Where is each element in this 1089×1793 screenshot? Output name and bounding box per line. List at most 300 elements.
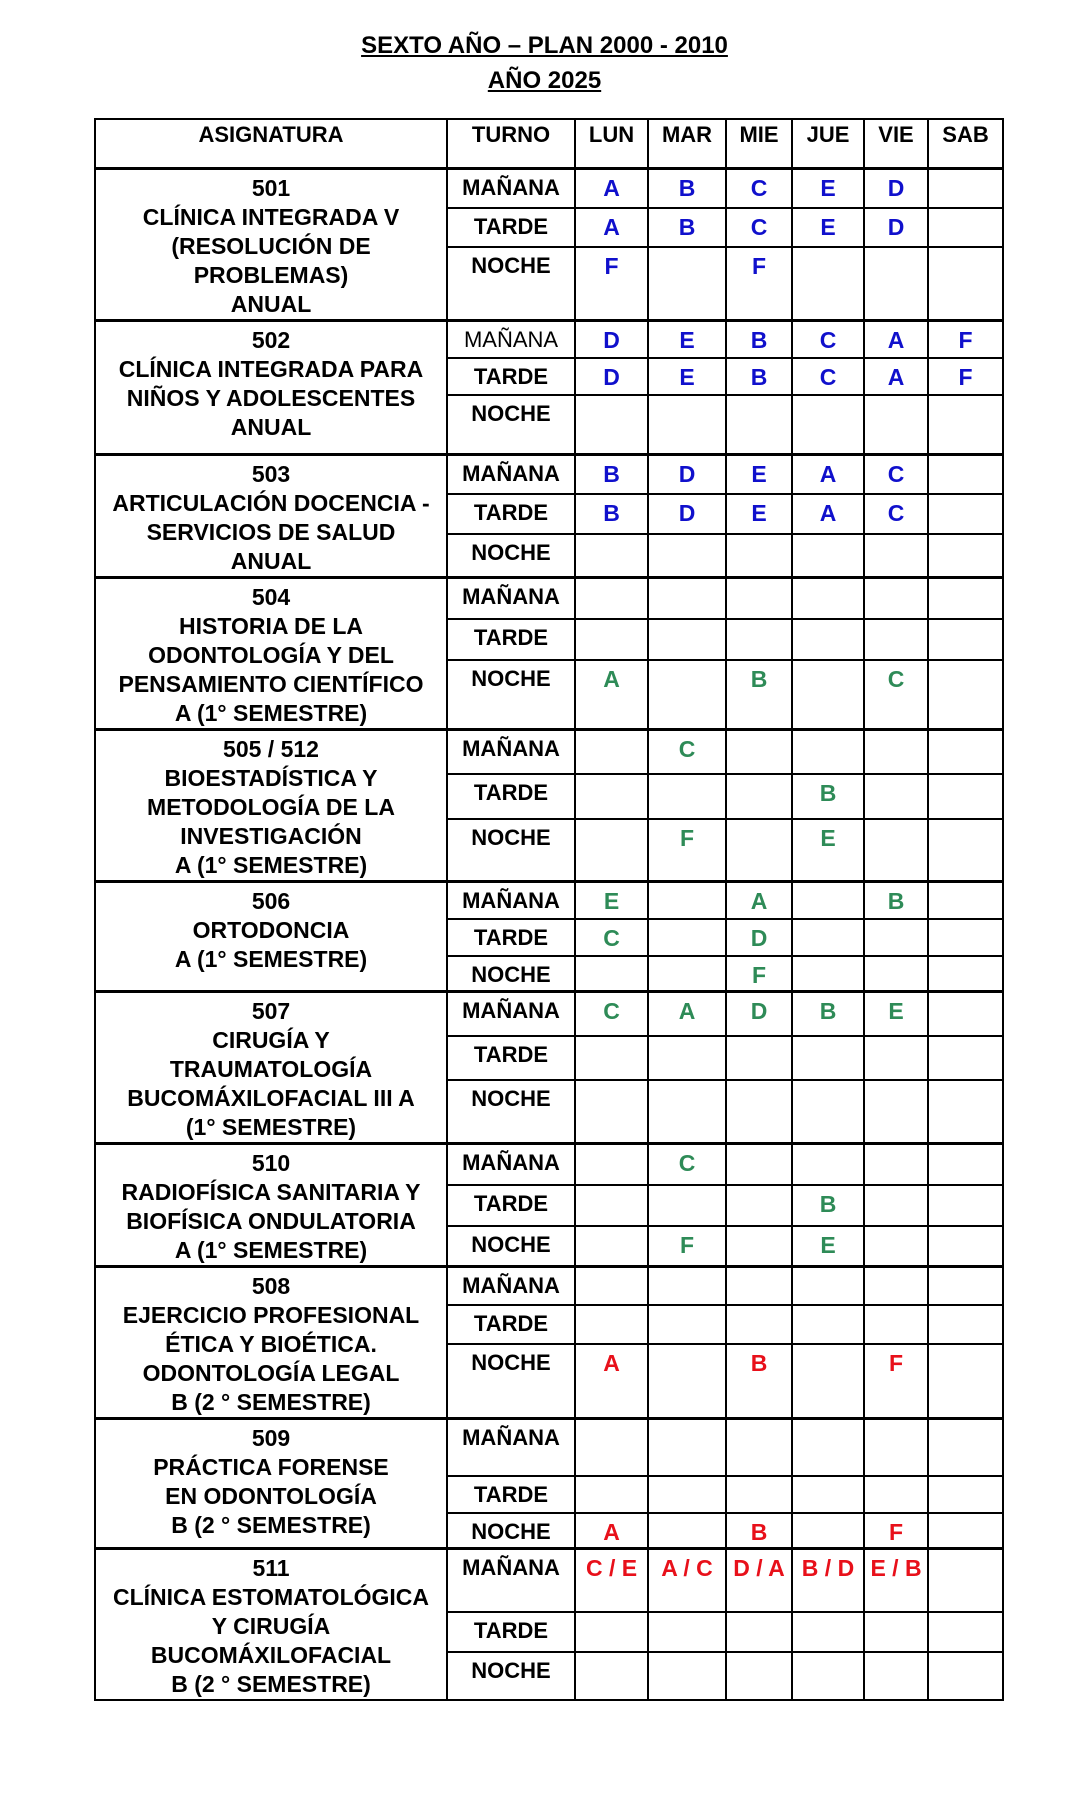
group-cell-lun xyxy=(575,1418,648,1476)
subject-name-line: NIÑOS Y ADOLESCENTES xyxy=(126,385,416,411)
subject-code: 503 xyxy=(251,461,291,487)
turno-label: MAÑANA xyxy=(447,882,575,919)
subject-name-line: B (2 ° SEMESTRE) xyxy=(171,1388,371,1415)
subject-name-line: A (1° SEMESTRE) xyxy=(174,852,368,878)
group-cell-mie: D / A xyxy=(726,1549,792,1612)
subject-name-line: B (2 ° SEMESTRE) xyxy=(171,1671,371,1697)
group-cell-mar xyxy=(648,1185,726,1227)
group-cell-lun: C xyxy=(575,919,648,956)
turno-label: TARDE xyxy=(447,1476,575,1513)
header-mie: MIE xyxy=(726,119,792,169)
group-cell-mar xyxy=(648,919,726,956)
group-cell-mie xyxy=(726,534,792,577)
turno-label: NOCHE xyxy=(447,660,575,729)
title-line-2: AÑO 2025 xyxy=(487,67,602,94)
group-cell-lun xyxy=(575,819,648,882)
group-cell-jue xyxy=(792,1476,864,1513)
group-cell-sab xyxy=(928,956,1003,992)
subject-code: 509 xyxy=(251,1424,291,1451)
subject-name-line: BUCOMÁXILOFACIAL III A xyxy=(127,1084,415,1111)
subject-name-line: ÉTICA Y BIOÉTICA. xyxy=(165,1330,377,1357)
group-cell-sab xyxy=(928,578,1003,619)
subject-code: 505 / 512 xyxy=(223,736,319,762)
group-cell-jue: B xyxy=(792,991,864,1036)
group-cell-jue xyxy=(792,882,864,919)
group-cell-mie xyxy=(726,819,792,882)
group-cell-mar xyxy=(648,1612,726,1652)
group-cell-sab xyxy=(928,1612,1003,1652)
group-cell-vie: E / B xyxy=(864,1549,928,1612)
group-cell-sab xyxy=(928,1036,1003,1081)
turno-label: NOCHE xyxy=(447,1513,575,1549)
group-cell-lun: E xyxy=(575,882,648,919)
subject-code: 504 xyxy=(251,584,291,610)
group-cell-jue xyxy=(792,1143,864,1185)
group-cell-jue xyxy=(792,1266,864,1305)
group-cell-mar xyxy=(648,1305,726,1344)
header-row xyxy=(95,119,1003,169)
group-cell-vie xyxy=(864,534,928,577)
group-cell-mie xyxy=(726,1185,792,1227)
group-cell-jue xyxy=(792,1612,864,1652)
group-cell-mie xyxy=(726,1036,792,1081)
turno-label: NOCHE xyxy=(447,819,575,882)
subject-name-line: CLÍNICA INTEGRADA PARA xyxy=(118,356,424,382)
group-cell-jue xyxy=(792,919,864,956)
group-cell-mar: C xyxy=(648,1143,726,1185)
subject-name-line: BUCOMÁXILOFACIAL xyxy=(150,1642,392,1668)
group-cell-vie xyxy=(864,956,928,992)
group-cell-vie xyxy=(864,1612,928,1652)
group-cell-jue xyxy=(792,1344,864,1418)
turno-label: TARDE xyxy=(447,1036,575,1081)
table-row xyxy=(95,321,1003,358)
group-cell-lun xyxy=(575,1185,648,1227)
group-cell-lun xyxy=(575,1036,648,1081)
group-cell-mie xyxy=(726,1226,792,1266)
group-cell-mie xyxy=(726,1143,792,1185)
table-row xyxy=(95,1143,1003,1185)
header-lun: LUN xyxy=(575,119,648,169)
table-row xyxy=(95,169,1003,208)
group-cell-jue: B xyxy=(792,1185,864,1227)
group-cell-vie xyxy=(864,730,928,775)
group-cell-lun xyxy=(575,1652,648,1700)
group-cell-vie xyxy=(864,1036,928,1081)
group-cell-sab xyxy=(928,494,1003,534)
group-cell-lun xyxy=(575,534,648,577)
group-cell-jue: C xyxy=(792,358,864,395)
group-cell-mie xyxy=(726,395,792,455)
group-cell-lun: B xyxy=(575,494,648,534)
group-cell-sab: F xyxy=(928,358,1003,395)
group-cell-jue xyxy=(792,1652,864,1700)
turno-label: TARDE xyxy=(447,1185,575,1227)
group-cell-vie: F xyxy=(864,1513,928,1549)
group-cell-mar: E xyxy=(648,321,726,358)
subject-name-line: HISTORIA DE LA xyxy=(178,613,363,639)
group-cell-jue xyxy=(792,1305,864,1344)
group-cell-sab xyxy=(928,1226,1003,1266)
subject-name-line: TRAUMATOLOGÍA xyxy=(169,1055,373,1082)
turno-label: NOCHE xyxy=(447,1652,575,1700)
group-cell-vie xyxy=(864,1652,928,1700)
group-cell-sab xyxy=(928,455,1003,495)
group-cell-lun xyxy=(575,730,648,775)
group-cell-mie: E xyxy=(726,494,792,534)
turno-label: MAÑANA xyxy=(447,991,575,1036)
turno-label: MAÑANA xyxy=(447,730,575,775)
subject-name-line: ODONTOLOGÍA Y DEL xyxy=(148,642,394,668)
group-cell-vie xyxy=(864,1080,928,1143)
turno-label: TARDE xyxy=(447,1612,575,1652)
turno-label: TARDE xyxy=(447,358,575,395)
subject-name-line: PRÁCTICA FORENSE xyxy=(153,1453,389,1480)
group-cell-lun: D xyxy=(575,358,648,395)
group-cell-vie xyxy=(864,1226,928,1266)
group-cell-sab xyxy=(928,1652,1003,1700)
group-cell-mar xyxy=(648,882,726,919)
group-cell-vie: D xyxy=(864,208,928,247)
subject-code: 506 xyxy=(251,888,291,914)
group-cell-lun: D xyxy=(575,321,648,358)
group-cell-mar: D xyxy=(648,494,726,534)
group-cell-vie xyxy=(864,1266,928,1305)
table-row xyxy=(95,1266,1003,1305)
header-turno: TURNO xyxy=(447,119,575,169)
group-cell-mie xyxy=(726,619,792,660)
header-mar: MAR xyxy=(648,119,726,169)
group-cell-jue xyxy=(792,247,864,321)
table-row xyxy=(95,882,1003,919)
subject-cell xyxy=(95,169,447,321)
subject-name-line: ORTODONCIA xyxy=(192,917,350,943)
subject-name-line: ANUAL xyxy=(230,414,312,440)
group-cell-jue: E xyxy=(792,1226,864,1266)
header-jue: JUE xyxy=(792,119,864,169)
group-cell-mie: E xyxy=(726,455,792,495)
group-cell-mie xyxy=(726,730,792,775)
group-cell-mie: B xyxy=(726,321,792,358)
group-cell-sab xyxy=(928,534,1003,577)
group-cell-mie: B xyxy=(726,358,792,395)
table-row xyxy=(95,730,1003,775)
group-cell-jue: B xyxy=(792,774,864,819)
group-cell-mar: C xyxy=(648,730,726,775)
subject-name-line: CLÍNICA INTEGRADA V xyxy=(142,204,400,230)
group-cell-vie xyxy=(864,1185,928,1227)
subject-name-line: CIRUGÍA Y xyxy=(212,1026,330,1053)
group-cell-jue xyxy=(792,395,864,455)
group-cell-mie xyxy=(726,1612,792,1652)
group-cell-jue xyxy=(792,1418,864,1476)
subject-name-line: Y CIRUGÍA xyxy=(211,1613,331,1639)
group-cell-mie: A xyxy=(726,882,792,919)
group-cell-sab xyxy=(928,247,1003,321)
turno-label: MAÑANA xyxy=(447,1549,575,1612)
group-cell-mar xyxy=(648,1418,726,1476)
group-cell-sab xyxy=(928,395,1003,455)
turno-label: TARDE xyxy=(447,619,575,660)
subject-name-line: BIOESTADÍSTICA Y xyxy=(164,765,378,791)
title-line-1: SEXTO AÑO – PLAN 2000 - 2010 xyxy=(361,32,728,59)
turno-label: TARDE xyxy=(447,1305,575,1344)
group-cell-jue xyxy=(792,730,864,775)
group-cell-mar xyxy=(648,660,726,729)
turno-label: TARDE xyxy=(447,208,575,247)
subject-code: 507 xyxy=(251,997,291,1024)
subject-name-line: CLÍNICA ESTOMATOLÓGICA xyxy=(112,1584,430,1610)
group-cell-jue xyxy=(792,534,864,577)
group-cell-mie: F xyxy=(726,956,792,992)
subject-cell xyxy=(95,321,447,455)
group-cell-lun: A xyxy=(575,208,648,247)
group-cell-sab xyxy=(928,169,1003,208)
group-cell-vie xyxy=(864,619,928,660)
subject-name-line: ANUAL xyxy=(230,291,312,317)
group-cell-mie: B xyxy=(726,1344,792,1418)
group-cell-lun xyxy=(575,774,648,819)
group-cell-mie: B xyxy=(726,660,792,729)
group-cell-mie xyxy=(726,1080,792,1143)
subject-name-line: A (1° SEMESTRE) xyxy=(174,1236,368,1263)
subject-cell xyxy=(95,882,447,992)
group-cell-lun xyxy=(575,1266,648,1305)
schedule-body xyxy=(95,169,1003,1701)
turno-label: NOCHE xyxy=(447,247,575,321)
group-cell-vie xyxy=(864,578,928,619)
schedule-table xyxy=(94,118,1004,1701)
group-cell-sab xyxy=(928,819,1003,882)
group-cell-sab: F xyxy=(928,321,1003,358)
group-cell-mar xyxy=(648,247,726,321)
subject-name-line: PROBLEMAS) xyxy=(193,262,349,288)
subject-name-line: ARTICULACIÓN DOCENCIA - xyxy=(112,490,430,516)
group-cell-mar xyxy=(648,395,726,455)
subject-cell xyxy=(95,1549,447,1701)
turno-label: MAÑANA xyxy=(447,578,575,619)
group-cell-mar: E xyxy=(648,358,726,395)
group-cell-mar xyxy=(648,1476,726,1513)
group-cell-vie xyxy=(864,247,928,321)
group-cell-mie xyxy=(726,1418,792,1476)
group-cell-lun: B xyxy=(575,455,648,495)
group-cell-sab xyxy=(928,919,1003,956)
subject-name-line: (1° SEMESTRE) xyxy=(185,1113,357,1140)
group-cell-jue xyxy=(792,619,864,660)
turno-label: NOCHE xyxy=(447,956,575,992)
group-cell-mar: D xyxy=(648,455,726,495)
subject-code: 508 xyxy=(251,1272,291,1299)
group-cell-mar xyxy=(648,534,726,577)
turno-label: NOCHE xyxy=(447,534,575,577)
header-vie: VIE xyxy=(864,119,928,169)
subject-code: 511 xyxy=(252,1555,290,1581)
group-cell-jue xyxy=(792,578,864,619)
group-cell-sab xyxy=(928,1305,1003,1344)
group-cell-mar: F xyxy=(648,1226,726,1266)
group-cell-lun xyxy=(575,578,648,619)
group-cell-vie xyxy=(864,1476,928,1513)
group-cell-sab xyxy=(928,730,1003,775)
subject-cell xyxy=(95,455,447,578)
group-cell-mie: F xyxy=(726,247,792,321)
group-cell-mar: A xyxy=(648,991,726,1036)
group-cell-vie xyxy=(864,1305,928,1344)
subject-name-line: (RESOLUCIÓN DE xyxy=(171,233,371,259)
group-cell-mar: F xyxy=(648,819,726,882)
group-cell-lun: A xyxy=(575,169,648,208)
header-sab: SAB xyxy=(928,119,1003,169)
subject-name-line: A (1° SEMESTRE) xyxy=(174,946,368,972)
group-cell-vie xyxy=(864,774,928,819)
subject-cell xyxy=(95,730,447,882)
group-cell-lun: C xyxy=(575,991,648,1036)
group-cell-sab xyxy=(928,1476,1003,1513)
subject-name-line: A (1° SEMESTRE) xyxy=(174,700,368,726)
group-cell-vie: C xyxy=(864,494,928,534)
group-cell-mar xyxy=(648,578,726,619)
subject-cell xyxy=(95,991,447,1143)
group-cell-mar xyxy=(648,1080,726,1143)
group-cell-vie: B xyxy=(864,882,928,919)
group-cell-mie xyxy=(726,1266,792,1305)
group-cell-sab xyxy=(928,1549,1003,1612)
subject-name-line: INVESTIGACIÓN xyxy=(180,823,362,849)
turno-label: MAÑANA xyxy=(447,321,575,358)
group-cell-mie: D xyxy=(726,991,792,1036)
group-cell-jue: E xyxy=(792,208,864,247)
group-cell-jue: E xyxy=(792,169,864,208)
group-cell-jue xyxy=(792,1513,864,1549)
group-cell-jue xyxy=(792,1036,864,1081)
group-cell-vie: C xyxy=(864,455,928,495)
group-cell-lun xyxy=(575,619,648,660)
group-cell-jue xyxy=(792,956,864,992)
group-cell-mar: B xyxy=(648,208,726,247)
group-cell-lun xyxy=(575,1305,648,1344)
group-cell-mie xyxy=(726,1652,792,1700)
subject-cell xyxy=(95,1143,447,1266)
group-cell-lun xyxy=(575,1080,648,1143)
group-cell-sab xyxy=(928,619,1003,660)
turno-label: NOCHE xyxy=(447,1344,575,1418)
subject-name-line: METODOLOGÍA DE LA xyxy=(147,794,395,820)
turno-label: TARDE xyxy=(447,494,575,534)
turno-label: TARDE xyxy=(447,919,575,956)
group-cell-sab xyxy=(928,991,1003,1036)
group-cell-mar: A / C xyxy=(648,1549,726,1612)
group-cell-lun: F xyxy=(575,247,648,321)
group-cell-vie: A xyxy=(864,358,928,395)
group-cell-vie xyxy=(864,1418,928,1476)
turno-label: MAÑANA xyxy=(447,169,575,208)
group-cell-sab xyxy=(928,774,1003,819)
group-cell-sab xyxy=(928,208,1003,247)
table-row xyxy=(95,455,1003,495)
subject-name-line: ANUAL xyxy=(230,548,312,574)
table-row xyxy=(95,578,1003,619)
group-cell-mar: B xyxy=(648,169,726,208)
group-cell-vie: C xyxy=(864,660,928,729)
group-cell-mie xyxy=(726,578,792,619)
group-cell-mar xyxy=(648,619,726,660)
table-row xyxy=(95,1418,1003,1476)
subject-name-line: SERVICIOS DE SALUD xyxy=(146,519,396,545)
subject-cell xyxy=(95,1266,447,1418)
group-cell-sab xyxy=(928,1513,1003,1549)
group-cell-sab xyxy=(928,1344,1003,1418)
group-cell-vie: E xyxy=(864,991,928,1036)
group-cell-mar xyxy=(648,1652,726,1700)
turno-label: NOCHE xyxy=(447,1226,575,1266)
group-cell-jue: A xyxy=(792,455,864,495)
group-cell-mar xyxy=(648,1036,726,1081)
group-cell-mar xyxy=(648,1266,726,1305)
group-cell-jue: B / D xyxy=(792,1549,864,1612)
subject-code: 501 xyxy=(251,175,291,201)
group-cell-lun xyxy=(575,956,648,992)
turno-label: TARDE xyxy=(447,774,575,819)
group-cell-lun: A xyxy=(575,1344,648,1418)
group-cell-lun xyxy=(575,395,648,455)
group-cell-mar xyxy=(648,956,726,992)
group-cell-lun xyxy=(575,1143,648,1185)
subject-name-line: B (2 ° SEMESTRE) xyxy=(171,1511,371,1538)
subject-name-line: BIOFÍSICA ONDULATORIA xyxy=(126,1207,416,1234)
group-cell-vie xyxy=(864,819,928,882)
turno-label: NOCHE xyxy=(447,1080,575,1143)
subject-code: 502 xyxy=(251,327,291,353)
group-cell-sab xyxy=(928,1418,1003,1476)
subject-name-line: PENSAMIENTO CIENTÍFICO xyxy=(118,671,424,697)
group-cell-sab xyxy=(928,1185,1003,1227)
group-cell-lun xyxy=(575,1226,648,1266)
group-cell-lun xyxy=(575,1476,648,1513)
subject-cell xyxy=(95,578,447,730)
group-cell-lun: A xyxy=(575,1513,648,1549)
group-cell-sab xyxy=(928,1080,1003,1143)
group-cell-mie: B xyxy=(726,1513,792,1549)
group-cell-sab xyxy=(928,1143,1003,1185)
subject-cell xyxy=(95,1418,447,1549)
group-cell-sab xyxy=(928,660,1003,729)
turno-label: MAÑANA xyxy=(447,455,575,495)
group-cell-vie: A xyxy=(864,321,928,358)
group-cell-mie: D xyxy=(726,919,792,956)
group-cell-vie xyxy=(864,1143,928,1185)
group-cell-mar xyxy=(648,1513,726,1549)
group-cell-mie xyxy=(726,1305,792,1344)
table-row xyxy=(95,991,1003,1036)
group-cell-lun xyxy=(575,1612,648,1652)
group-cell-jue xyxy=(792,660,864,729)
group-cell-jue: E xyxy=(792,819,864,882)
group-cell-vie: F xyxy=(864,1344,928,1418)
group-cell-vie xyxy=(864,395,928,455)
subject-name-line: EJERCICIO PROFESIONAL xyxy=(122,1301,420,1328)
group-cell-jue xyxy=(792,1080,864,1143)
group-cell-mar xyxy=(648,774,726,819)
turno-label: MAÑANA xyxy=(447,1266,575,1305)
group-cell-jue: A xyxy=(792,494,864,534)
turno-label: NOCHE xyxy=(447,395,575,455)
turno-label: MAÑANA xyxy=(447,1418,575,1476)
group-cell-mie xyxy=(726,774,792,819)
group-cell-jue: C xyxy=(792,321,864,358)
group-cell-vie xyxy=(864,919,928,956)
header-asignatura: ASIGNATURA xyxy=(95,119,447,169)
